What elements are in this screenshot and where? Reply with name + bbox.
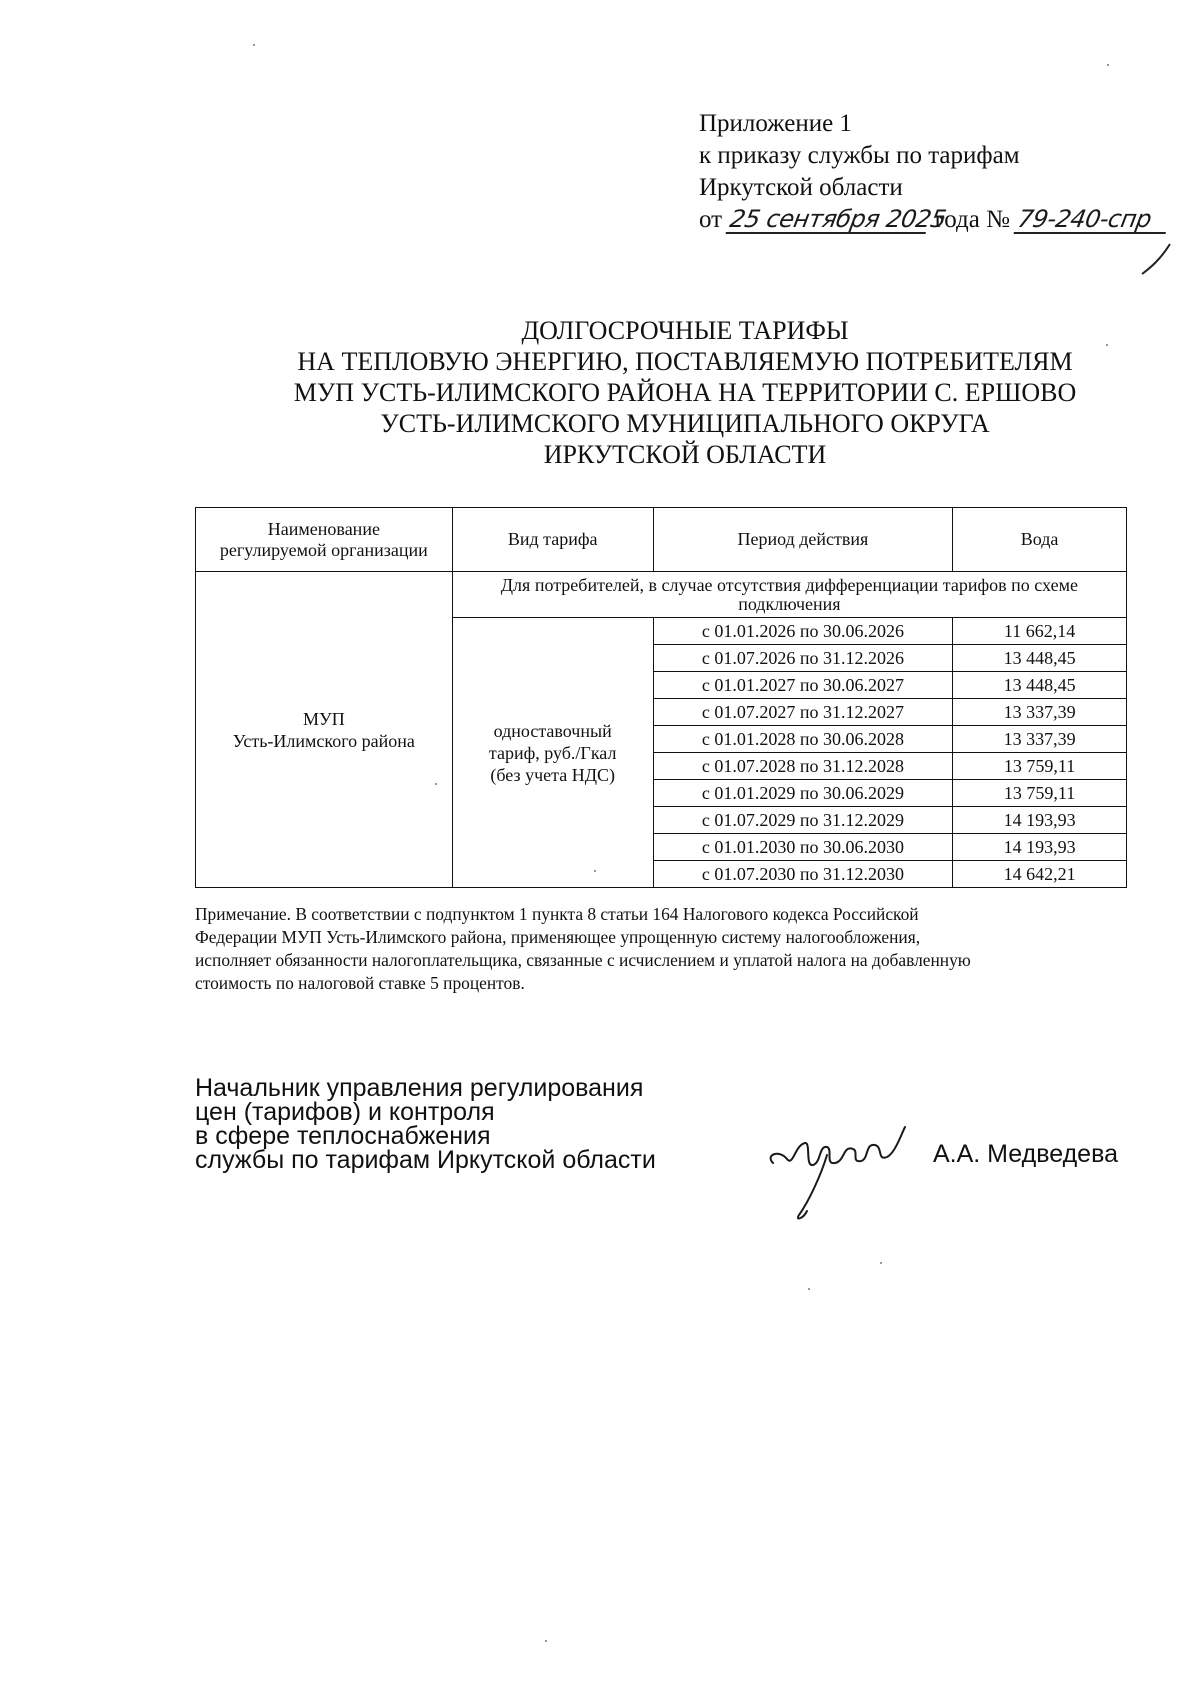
scan-speck — [1107, 64, 1109, 66]
note-line-1: Примечание. В соответствии с подпунктом 1 пункта 8 статьи 164 Налогового кодекса Российской — [195, 904, 919, 924]
kind-line-3: (без учета НДС) — [490, 764, 615, 785]
period-cell: с 01.01.2026 по 30.06.2026 — [653, 618, 953, 645]
org-line-1: МУП — [302, 708, 345, 729]
value-cell: 13 337,39 — [953, 699, 1127, 726]
title-line-1: ДОЛГОСРОЧНЫЕ ТАРИФЫ — [521, 316, 849, 345]
appendix-date-line — [699, 204, 1179, 236]
handwriting-flourish-icon — [1140, 238, 1180, 278]
scan-speck — [435, 783, 437, 785]
title-line-4: УСТЬ-ИЛИМСКОГО МУНИЦИПАЛЬНОГО ОКРУГА — [380, 409, 990, 438]
title-line-2: НА ТЕПЛОВУЮ ЭНЕРГИЮ, ПОСТАВЛЯЕМУЮ ПОТРЕБИТЕЛЯМ — [297, 347, 1073, 376]
period-cell: с 01.07.2029 по 31.12.2029 — [653, 807, 953, 834]
table-header-row — [196, 508, 1127, 572]
document-title — [200, 315, 1170, 470]
scan-speck — [1106, 344, 1108, 346]
header-period: Период действия — [653, 508, 953, 572]
position-line-4: службы по тарифам Иркутской области — [195, 1146, 656, 1174]
scan-speck — [808, 1288, 810, 1290]
value-cell: 14 642,21 — [953, 861, 1127, 888]
appendix-year-word: года № — [934, 206, 1010, 233]
title-line-3: МУП УСТЬ-ИЛИМСКОГО РАЙОНА НА ТЕРРИТОРИИ С. ЕРШОВО — [293, 378, 1077, 407]
header-kind: Вид тарифа — [452, 508, 653, 572]
period-cell: с 01.07.2028 по 31.12.2028 — [653, 753, 953, 780]
value-cell: 13 448,45 — [953, 645, 1127, 672]
position-line-1: Начальник управления регулирования — [195, 1074, 644, 1102]
period-cell: с 01.07.2030 по 31.12.2030 — [653, 861, 953, 888]
org-cell — [196, 572, 453, 888]
period-cell: с 01.01.2030 по 30.06.2030 — [653, 834, 953, 861]
note-line-3: исполняет обязанности налогоплательщика, связанные с исчислением и уплатой налога на добавленную — [195, 950, 971, 970]
signatory-position — [195, 1076, 755, 1172]
value-cell: 14 193,93 — [953, 834, 1127, 861]
scan-speck — [880, 1262, 882, 1264]
note-paragraph — [195, 903, 1127, 995]
appendix-from-word: от — [699, 206, 723, 233]
handwritten-signature-icon — [765, 1115, 925, 1225]
org-line-2: Усть-Илимского района — [232, 730, 415, 751]
header-org-line-2: регулируемой организации — [219, 539, 428, 560]
period-cell: с 01.07.2027 по 31.12.2027 — [653, 699, 953, 726]
position-line-3: в сфере теплоснабжения — [195, 1122, 491, 1150]
value-cell: 11 662,14 — [953, 618, 1127, 645]
scan-speck — [253, 44, 255, 46]
appendix-block — [699, 108, 1179, 236]
period-cell: с 01.07.2026 по 31.12.2026 — [653, 645, 953, 672]
title-line-5: ИРКУТСКОЙ ОБЛАСТИ — [543, 440, 827, 469]
handwritten-order-number: 79-240-спр — [1014, 206, 1171, 234]
value-cell: 14 193,93 — [953, 807, 1127, 834]
scan-speck — [545, 1640, 547, 1642]
header-water: Вода — [953, 508, 1127, 572]
tariff-table — [195, 507, 1127, 888]
appendix-title: Приложение 1 — [699, 110, 852, 137]
value-cell: 13 759,11 — [953, 780, 1127, 807]
tariff-kind-cell — [452, 618, 653, 888]
value-cell: 13 337,39 — [953, 726, 1127, 753]
period-cell: с 01.01.2028 по 30.06.2028 — [653, 726, 953, 753]
kind-line-1: одноставочный — [493, 720, 612, 741]
position-line-2: цен (тарифов) и контроля — [195, 1098, 495, 1126]
signer-name: А.А. Медведева — [933, 1140, 1118, 1168]
value-cell: 13 448,45 — [953, 672, 1127, 699]
kind-line-2: тариф, руб./Гкал — [488, 742, 617, 763]
scan-speck — [594, 870, 596, 872]
subheader-cell: Для потребителей, в случае отсутствия дифференциации тарифов по схеме подключения — [452, 572, 1126, 618]
note-line-2: Федерации МУП Усть-Илимского района, применяющее упрощенную систему налогообложения, — [195, 927, 921, 947]
header-org — [196, 508, 453, 572]
period-cell: с 01.01.2027 по 30.06.2027 — [653, 672, 953, 699]
table-row — [196, 572, 1127, 618]
note-line-4: стоимость по налоговой ставке 5 процентов. — [195, 973, 525, 993]
header-org-line-1: Наименование — [267, 518, 380, 539]
appendix-region: Иркутской области — [699, 174, 903, 201]
appendix-order-ref: к приказу службы по тарифам — [699, 142, 1020, 169]
handwritten-date: 25 сентября 2025 — [726, 206, 931, 234]
period-cell: с 01.01.2029 по 30.06.2029 — [653, 780, 953, 807]
value-cell: 13 759,11 — [953, 753, 1127, 780]
